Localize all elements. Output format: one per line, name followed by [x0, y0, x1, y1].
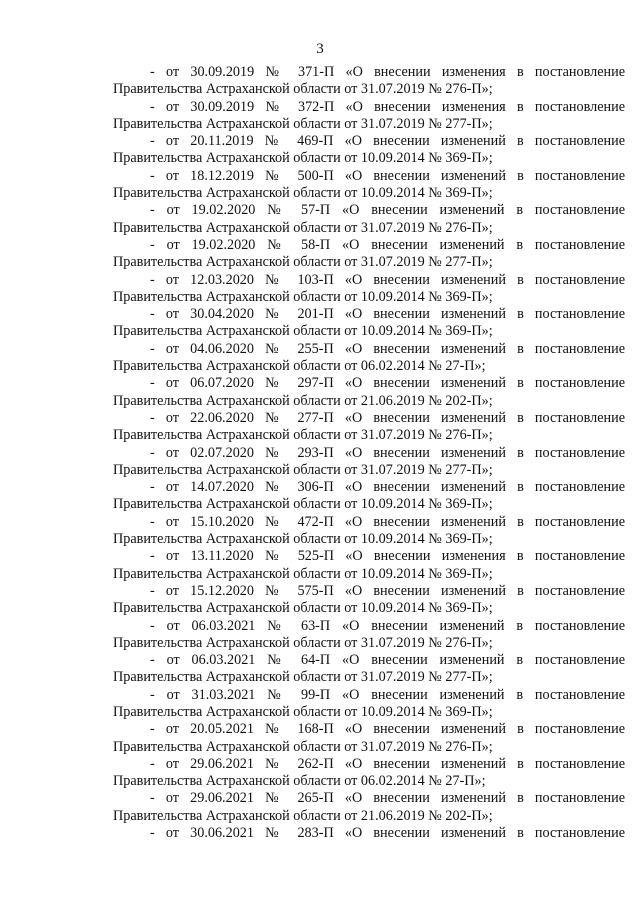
list-item-first-line: - от 30.09.2019 № 371-П «О внесении изменения в постановление [150, 64, 625, 80]
list-item-continuation-line: Правительства Астраханской области от 31.07.2019 № 276-П»; [113, 427, 493, 444]
list-item-first-line: - от 15.10.2020 № 472-П «О внесении изменений в постановление [150, 513, 625, 530]
list-item-first-line: - от 06.03.2021 № 64-П «О внесении изменений в постановление [150, 652, 625, 669]
list-item-first-line: - от 20.05.2021 № 168-П «О внесении изменений в постановление [150, 721, 625, 738]
list-item [113, 790, 625, 825]
list-item-continuation-line: Правительства Астраханской области от 21.06.2019 № 202-П»; [113, 392, 493, 409]
list-item [113, 445, 625, 480]
list-item-continuation-line: Правительства Астраханской области от 31.07.2019 № 276-П»; [113, 219, 493, 236]
list-item [113, 133, 625, 168]
list-item-continuation-line: Правительства Астраханской области от 06.02.2014 № 27-П»; [113, 358, 486, 375]
list-item-continuation-line: Правительства Астраханской области от 31.07.2019 № 276-П»; [113, 634, 493, 651]
list-item-continuation-line: Правительства Астраханской области от 21.06.2019 № 202-П»; [113, 807, 493, 824]
list-item-continuation-line: Правительства Астраханской области от 10.09.2014 № 369-П»; [113, 565, 493, 582]
list-item-continuation-line: Правительства Астраханской области от 10.09.2014 № 369-П»; [113, 600, 493, 617]
list-item-first-line: - от 12.03.2020 № 103-П «О внесении изменений в постановление [150, 271, 625, 288]
list-item-continuation-line: Правительства Астраханской области от 31.07.2019 № 277-П»; [113, 669, 493, 686]
list-item-first-line: - от 20.11.2019 № 469-П «О внесении изменений в постановление [150, 133, 625, 150]
list-item-continuation-line: Правительства Астраханской области от 10.09.2014 № 369-П»; [113, 496, 493, 513]
list-item-first-line: - от 06.07.2020 № 297-П «О внесении изменений в постановление [150, 375, 625, 392]
list-item-first-line: - от 30.04.2020 № 201-П «О внесении изменений в постановление [150, 306, 625, 323]
list-item-first-line: - от 13.11.2020 № 525-П «О внесении изменения в постановление [150, 548, 625, 565]
list-item-continuation-line: Правительства Астраханской области от 10.09.2014 № 369-П»; [113, 185, 493, 202]
list-item [113, 237, 625, 272]
list-item-first-line: - от 02.07.2020 № 293-П «О внесении изменений в постановление [150, 444, 625, 461]
list-item [113, 618, 625, 653]
list-item-continuation-line: Правительства Астраханской области от 10.09.2014 № 369-П»; [113, 288, 493, 305]
list-item-first-line: - от 30.06.2021 № 283-П «О внесении изменений в постановление [150, 825, 625, 842]
list-item [113, 306, 625, 341]
list-item-first-line: - от 30.09.2019 № 372-П «О внесении изменения в постановление [150, 98, 625, 115]
list-item-first-line: - от 29.06.2021 № 262-П «О внесении изменений в постановление [150, 755, 625, 772]
list-item-continuation-line: Правительства Астраханской области от 06.02.2014 № 27-П»; [113, 773, 486, 790]
list-item [113, 168, 625, 203]
list-item [113, 583, 625, 618]
list-item-first-line: - от 04.06.2020 № 255-П «О внесении изменений в постановление [150, 340, 625, 357]
list-item [113, 272, 625, 307]
list-item [113, 652, 625, 687]
list-item-continuation-line: Правительства Астраханской области от 10.09.2014 № 369-П»; [113, 323, 493, 340]
list-item [113, 721, 625, 756]
list-item-continuation-line: Правительства Астраханской области от 31.07.2019 № 277-П»; [113, 254, 493, 271]
list-item-continuation-line: Правительства Астраханской области от 31.07.2019 № 276-П»; [113, 81, 493, 98]
list-item [113, 548, 625, 583]
list-item-continuation-line: Правительства Астраханской области от 10.09.2014 № 369-П»; [113, 150, 493, 167]
list-item-first-line: - от 31.03.2021 № 99-П «О внесении изменений в постановление [150, 686, 625, 703]
list-item-first-line: - от 15.12.2020 № 575-П «О внесении изменений в постановление [150, 582, 625, 599]
list-item-first-line: - от 19.02.2020 № 58-П «О внесении изменений в постановление [150, 236, 625, 253]
list-item-first-line: - от 22.06.2020 № 277-П «О внесении изменений в постановление [150, 409, 625, 426]
list-item [113, 825, 625, 842]
list-item [113, 479, 625, 514]
list-item-first-line: - от 06.03.2021 № 63-П «О внесении изменений в постановление [150, 617, 625, 634]
list-item-first-line: - от 19.02.2020 № 57-П «О внесении изменений в постановление [150, 202, 625, 219]
page-number: 3 [316, 41, 324, 57]
list-item-first-line: - от 29.06.2021 № 265-П «О внесении изменений в постановление [150, 790, 625, 807]
list-item [113, 64, 625, 99]
list-item [113, 375, 625, 410]
list-item [113, 202, 625, 237]
list-item-continuation-line: Правительства Астраханской области от 10.09.2014 № 369-П»; [113, 531, 493, 548]
list-item [113, 341, 625, 376]
list-item-first-line: - от 18.12.2019 № 500-П «О внесении изменений в постановление [150, 167, 625, 184]
decree-list [113, 64, 625, 842]
list-item-continuation-line: Правительства Астраханской области от 31.07.2019 № 277-П»; [113, 115, 493, 132]
list-item-continuation-line: Правительства Астраханской области от 31.07.2019 № 277-П»; [113, 461, 493, 478]
list-item [113, 514, 625, 549]
list-item-continuation-line: Правительства Астраханской области от 31.07.2019 № 276-П»; [113, 738, 493, 755]
list-item [113, 99, 625, 134]
list-item-continuation-line: Правительства Астраханской области от 10.09.2014 № 369-П»; [113, 703, 493, 720]
list-item-first-line: - от 14.07.2020 № 306-П «О внесении изменений в постановление [150, 479, 625, 496]
list-item [113, 410, 625, 445]
list-item [113, 687, 625, 722]
list-item [113, 756, 625, 791]
